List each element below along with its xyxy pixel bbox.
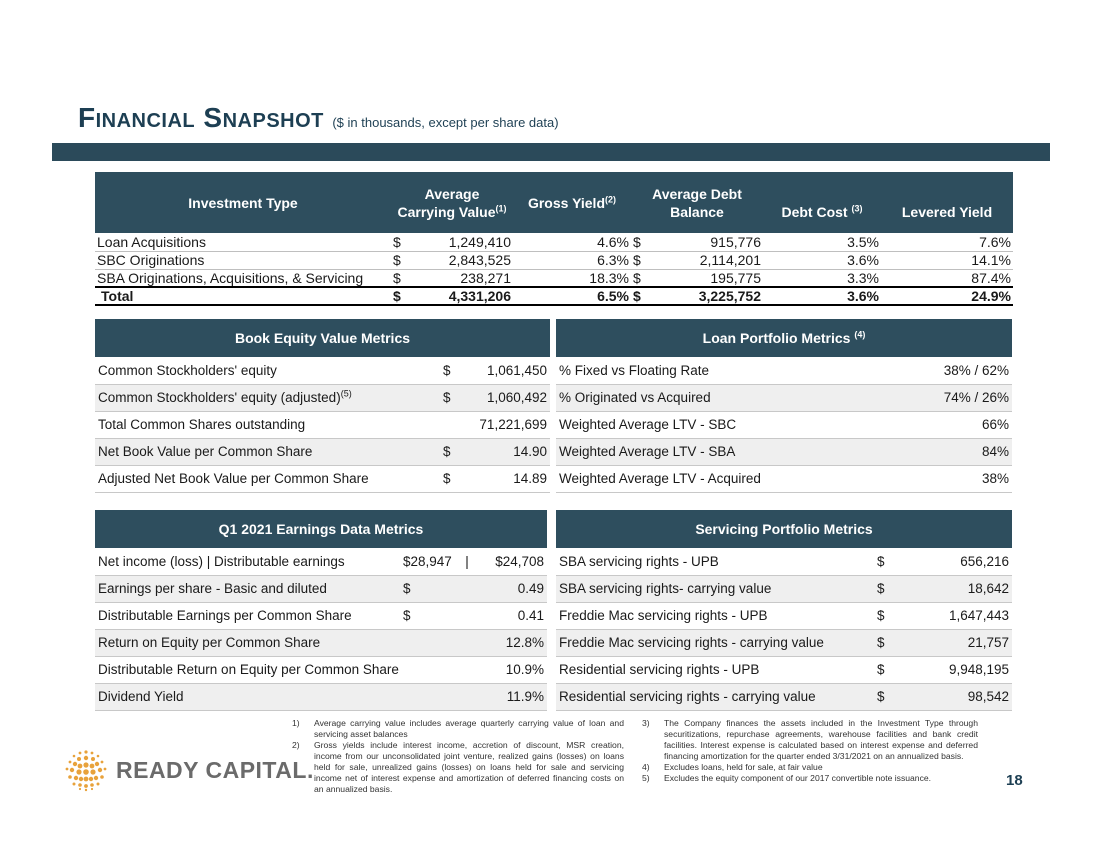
avg-debt-balance: 3,225,752 — [698, 288, 761, 304]
currency: $ — [633, 252, 641, 268]
earnings-header: Q1 2021 Earnings Data Metrics — [95, 510, 547, 548]
table-row: Freddie Mac servicing rights - carrying value $ 21,757 — [556, 629, 1012, 656]
gross-yield: 4.6% — [597, 233, 629, 250]
table-row — [95, 251, 1013, 269]
footnote: 4) Excludes loans, held for sale, at fair value — [642, 762, 823, 772]
footnotes-right — [642, 718, 978, 784]
row-label: Total — [101, 288, 134, 304]
currency: $ — [393, 269, 401, 286]
table-row: Freddie Mac servicing rights - UPB $ 1,647,443 — [556, 602, 1012, 629]
title-divider-bar — [52, 143, 1050, 161]
table-row: % Originated vs Acquired 74% / 26% — [556, 384, 1012, 411]
currency: $ — [393, 288, 401, 304]
levered-yield: 87.4% — [971, 269, 1011, 286]
col-avg-carrying: Average Carrying Value$^{(1)}$ — [391, 172, 513, 233]
earnings-table — [95, 510, 547, 711]
currency: $ — [633, 233, 641, 250]
servicing-table — [556, 510, 1012, 711]
footnote: 1) Average carrying value includes average quarterly carrying value of loan and servicing asset balances — [292, 718, 624, 739]
book-equity-table — [95, 319, 550, 493]
table-row: Dividend Yield 11.9% — [95, 683, 547, 710]
col-levered-yield: Levered Yield — [881, 172, 1013, 233]
investment-table — [95, 172, 1013, 306]
debt-cost: 3.3% — [847, 269, 879, 286]
table-row: SBA servicing rights - UPB $ 656,216 — [556, 548, 1012, 575]
footnote: 2) Gross yields include interest income, accretion of discount, MSR creation, income from our unconsolidated joint venture, realized gains (losses) on loans held for sale, unrealized gains (losses) on loans held for sale and servicing income net of interest expense and amortization of deferred financing costs on an annualized basis. — [292, 740, 624, 794]
investment-header-row — [95, 172, 1013, 233]
page-number: 18 — [1006, 772, 1023, 789]
total-row — [95, 287, 1013, 305]
footnotes-left — [292, 718, 624, 795]
avg-debt-balance: 2,114,201 — [699, 252, 761, 268]
col-investment-type: Investment Type — [95, 172, 391, 233]
currency: $ — [633, 269, 641, 286]
row-label: SBA Originations, Acquisitions, & Servicing — [97, 269, 364, 286]
gross-yield: 6.3% — [597, 252, 629, 268]
col-gross-yield: Gross Yield$^{(2)}$ — [513, 172, 631, 233]
sphere-dots-icon — [62, 748, 110, 792]
title-text: Financial Snapshot — [78, 102, 324, 133]
gross-yield: 18.3% — [589, 269, 629, 286]
loan-portfolio-header: Loan Portfolio Metrics $^{(4)}$ — [556, 319, 1012, 357]
table-row: Common Stockholders' equity $ 1,061,450 — [95, 357, 550, 384]
row-label: SBC Originations — [97, 252, 205, 268]
table-row: Common Stockholders' equity (adjusted)$^{(5)}$ $ 1,060,492 — [95, 384, 550, 411]
row-label: Loan Acquisitions — [97, 233, 206, 250]
table-row: Weighted Average LTV - Acquired 38% — [556, 465, 1012, 492]
table-row: Return on Equity per Common Share 12.8% — [95, 629, 547, 656]
table-row: Net Book Value per Common Share $ 14.90 — [95, 438, 550, 465]
page-title — [78, 102, 559, 134]
avg-carrying-value: 1,249,410 — [448, 233, 511, 250]
currency: $ — [393, 233, 401, 250]
footnote: 5) Excludes the equity component of our 2017 convertible note issuance. — [642, 773, 932, 783]
table-row: Adjusted Net Book Value per Common Share $ 14.89 — [95, 465, 550, 492]
table-row: Earnings per share - Basic and diluted $ 0.49 — [95, 575, 547, 602]
debt-cost: 3.6% — [847, 288, 879, 304]
debt-cost: 3.6% — [847, 252, 879, 268]
table-row: Residential servicing rights - UPB $ 9,948,195 — [556, 656, 1012, 683]
gross-yield: 6.5% — [597, 288, 629, 304]
avg-carrying-value: 4,331,206 — [448, 288, 511, 304]
table-row: Weighted Average LTV - SBC 66% — [556, 411, 1012, 438]
levered-yield: 14.1% — [971, 252, 1011, 268]
servicing-header: Servicing Portfolio Metrics — [556, 510, 1012, 548]
table-row: SBA servicing rights- carrying value $ 18,642 — [556, 575, 1012, 602]
col-avg-debt: Average Debt Balance — [631, 172, 763, 233]
col-debt-cost: Debt Cost $^{(3)}$ — [763, 172, 881, 233]
footnote: 3) The Company finances the assets included in the Investment Type through securitizations, repurchase agreements, warehouse facilities and bank credit facilities. Interest expense is calculated based on interest expense and deferred financing amortization for the quarter ended 3/31/2021 on an annualized basis. — [642, 718, 978, 761]
debt-cost: 3.5% — [847, 233, 879, 250]
table-row: Net income (loss) | Distributable earnings $28,947 | $24,708 — [95, 548, 547, 575]
company-logo — [62, 748, 314, 792]
table-row — [95, 233, 1013, 251]
title-subtitle: ($ in thousands, except per share data) — [332, 115, 559, 130]
logo-text: READY CAPITAL. — [116, 756, 314, 783]
avg-debt-balance: 195,775 — [710, 269, 761, 286]
loan-portfolio-table — [556, 319, 1012, 493]
avg-carrying-value: 2,843,525 — [448, 252, 511, 268]
avg-debt-balance: 915,776 — [710, 233, 761, 250]
table-row: Total Common Shares outstanding 71,221,699 — [95, 411, 550, 438]
avg-carrying-value: 238,271 — [460, 269, 511, 286]
table-row: Residential servicing rights - carrying value $ 98,542 — [556, 683, 1012, 710]
table-row: % Fixed vs Floating Rate 38% / 62% — [556, 357, 1012, 384]
table-row: Distributable Return on Equity per Common Share 10.9% — [95, 656, 547, 683]
book-equity-header: Book Equity Value Metrics — [95, 319, 550, 357]
table-row: Distributable Earnings per Common Share $ 0.41 — [95, 602, 547, 629]
table-row: Weighted Average LTV - SBA 84% — [556, 438, 1012, 465]
currency: $ — [633, 288, 641, 304]
currency: $ — [393, 252, 401, 268]
levered-yield: 24.9% — [971, 288, 1011, 304]
levered-yield: 7.6% — [979, 233, 1011, 250]
table-row — [95, 269, 1013, 287]
